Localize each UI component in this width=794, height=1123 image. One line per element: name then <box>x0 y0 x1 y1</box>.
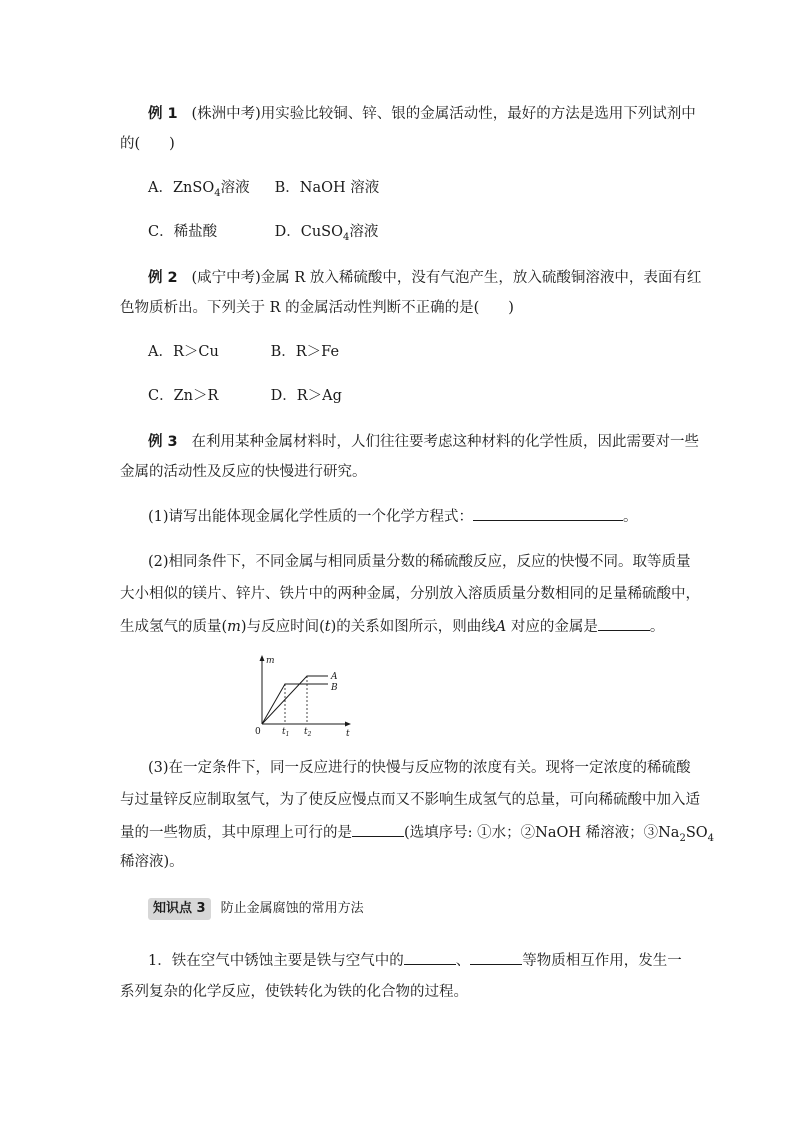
question-2-line-2: 大小相似的镁片、锌片、铁片中的两种金属，分别放入溶质质量分数相同的足量稀硫酸中， <box>120 586 700 602</box>
option-d: D．R＞Ag <box>270 388 342 404</box>
mass-time-figure <box>248 652 358 742</box>
example-3-label: 例 3 <box>148 434 178 450</box>
item-1-line-1: 1．铁在空气中锈蚀主要是铁与空气中的 、 等物质相互作用，发生一 <box>148 950 682 971</box>
option-c: C．稀盐酸 <box>148 224 218 240</box>
example-1-options-row-2 <box>148 222 378 248</box>
example-2-text: (咸宁中考)金属 R 放入稀硫酸中，没有气泡产生，放入硫酸铜溶液中，表面有红 <box>191 270 702 286</box>
option-c: C．Zn＞R <box>148 388 219 404</box>
example-2-line-1 <box>148 268 701 288</box>
example-1-line-2: 的( ) <box>120 136 175 152</box>
x-axis-label: t <box>346 729 350 738</box>
item-1-line-2: 系列复杂的化学反应，使铁转化为铁的化合物的过程。 <box>120 984 468 1000</box>
t1-label: $t_1$ <box>282 727 290 738</box>
example-1-text: (株洲中考)用实验比较铜、锌、银的金属活动性，最好的方法是选用下列试剂中 <box>191 106 696 122</box>
answer-blank[interactable] <box>404 950 456 965</box>
y-axis-label: m <box>266 656 275 666</box>
knowledge-point-header <box>148 898 364 920</box>
option-a: A．ZnSO$_4$溶液 <box>148 180 250 199</box>
option-a: A．R＞Cu <box>148 344 219 360</box>
question-1: (1)请写出能体现金属化学性质的一个化学方程式： 。 <box>148 506 638 527</box>
option-d: D．CuSO$_4$溶液 <box>274 224 379 243</box>
curve-a-label: A <box>331 672 338 682</box>
option-b: B．NaOH 溶液 <box>274 180 380 196</box>
question-3-line-4: 稀溶液)。 <box>120 854 184 870</box>
knowledge-point-badge: 知识点 3 <box>148 898 211 920</box>
example-2-options-row-1 <box>148 342 339 362</box>
curve-b <box>262 684 328 724</box>
example-1-line-1 <box>148 104 696 124</box>
t2-label: $t_2$ <box>304 727 312 738</box>
knowledge-point-title: 防止金属腐蚀的常用方法 <box>220 901 364 916</box>
question-2-line-1: (2)相同条件下，不同金属与相同质量分数的稀硫酸反应，反应的快慢不同。取等质量 <box>148 554 691 570</box>
question-2-line-3: 生成氢气的质量(m)与反应时间(t)的关系如图所示，则曲线A 对应的金属是 。 <box>120 616 664 637</box>
y-axis-arrow <box>260 655 265 661</box>
question-3-line-1: (3)在一定条件下，同一反应进行的快慢与反应物的浓度有关。现将一定浓度的稀硫酸 <box>148 760 691 776</box>
example-2-options-row-2 <box>148 386 342 406</box>
curve-b-label: B <box>331 683 338 693</box>
answer-blank[interactable] <box>470 950 522 965</box>
curve-a <box>262 676 328 724</box>
example-2-line-2: 色物质析出。下列关于 R 的金属活动性判断不正确的是( ) <box>120 300 514 316</box>
example-2-label: 例 2 <box>148 270 178 286</box>
example-1-label: 例 1 <box>148 106 178 122</box>
example-1-options-row-1 <box>148 178 379 204</box>
answer-blank[interactable] <box>473 506 623 521</box>
question-3-line-2: 与过量锌反应制取氢气，为了使反应慢点而又不影响生成氢气的总量，可向稀硫酸中加入适 <box>120 792 700 808</box>
origin-label: 0 <box>255 727 261 737</box>
mass-time-graph <box>248 652 358 738</box>
example-3-line-2: 金属的活动性及反应的快慢进行研究。 <box>120 464 367 480</box>
option-b: B．R＞Fe <box>270 344 340 360</box>
example-3-text: 在利用某种金属材料时，人们往往要考虑这种材料的化学性质，因此需要对一些 <box>191 434 699 450</box>
answer-blank[interactable] <box>598 616 650 631</box>
question-3-line-3: 量的一些物质，其中原理上可行的是 (选填序号: ①水；②NaOH 稀溶液；$③Na_2SO_4$ <box>120 822 714 849</box>
example-3-line-1 <box>148 432 699 452</box>
x-axis-arrow <box>345 722 351 727</box>
answer-blank[interactable] <box>352 822 404 837</box>
